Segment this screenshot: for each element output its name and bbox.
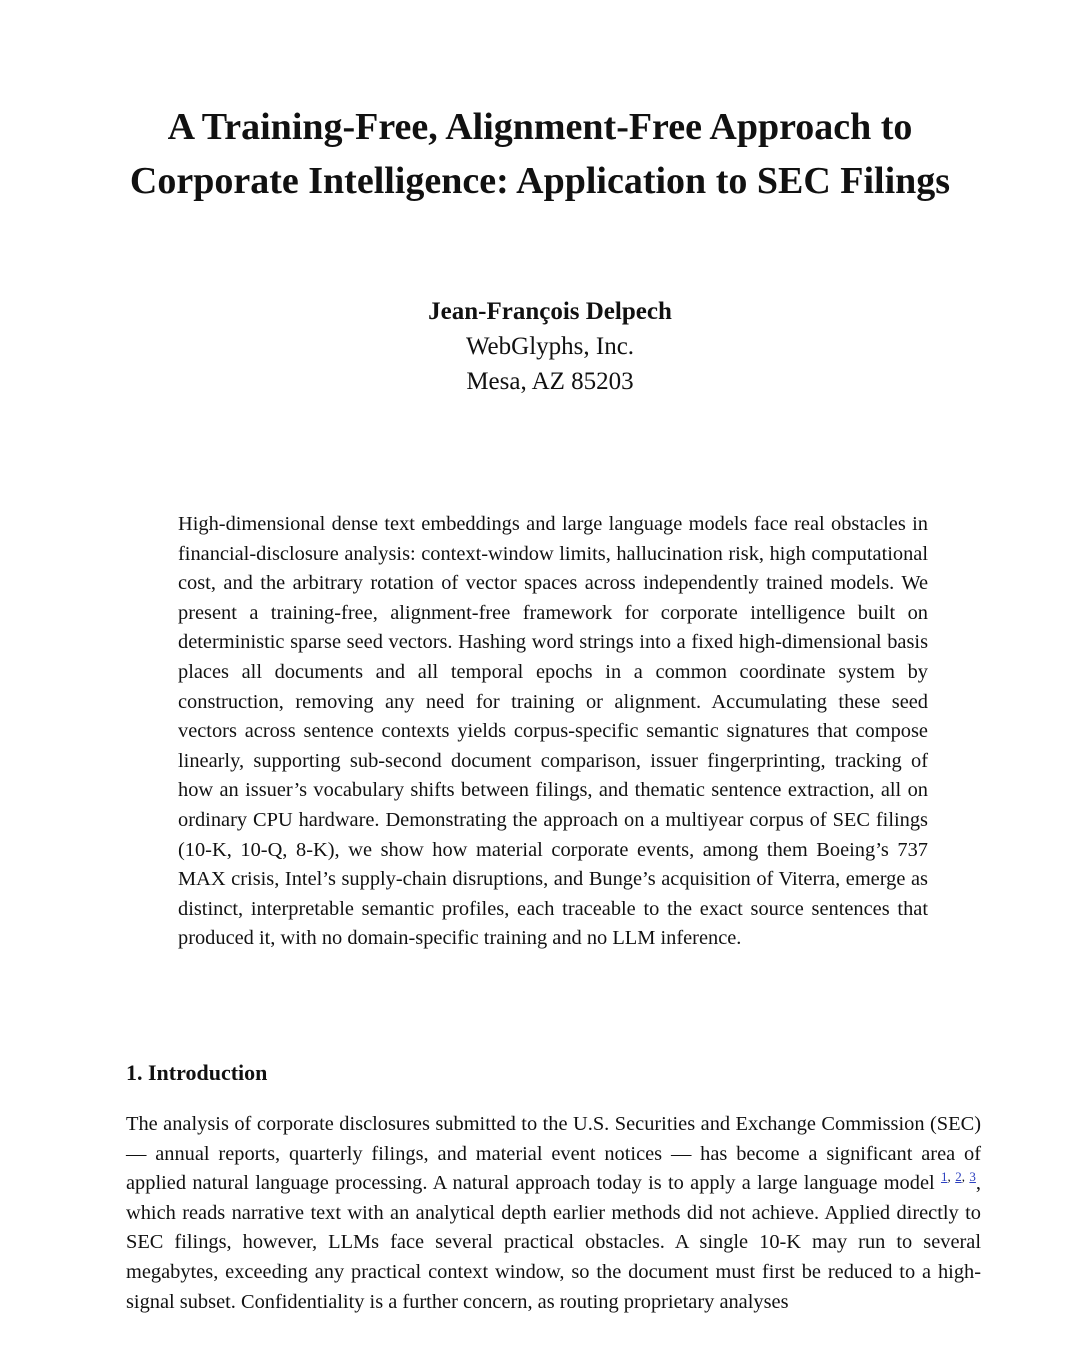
citation-link-2[interactable]: 2 [955, 1169, 962, 1185]
citation-link-3[interactable]: 3 [969, 1169, 976, 1185]
author-location: Mesa, AZ 85203 [466, 368, 634, 395]
intro-text-before-refs: The analysis of corporate disclosures submitted to the U.S. Securities and Exchange Commission (SEC) — annual reports, quarterly filings, and material event notices — has become a significant area of applied natural language processing. A natural approach today is to apply a large language model [126, 1113, 981, 1195]
paper-title-line-1: A Training-Free, Alignment-Free Approach to [167, 106, 913, 148]
author-block [200, 294, 900, 399]
author-name: Jean-François Delpech [428, 298, 672, 325]
introduction-paragraph [126, 1110, 981, 1317]
intro-text-after-refs: , which reads narrative text with an analytical depth earlier methods did not achieve. Applied directly to SEC filings, however, LLMs face several practical obstacles. A single 10-K may run to several megabytes, exceeding any practical context window, so the document must first be reduced to a high-signal subset. Confidentiality is a further concern, as routing proprietary analyses [126, 1172, 982, 1313]
paper-title-line-2: Corporate Intelligence: Application to SEC Filings [129, 160, 951, 202]
author-affiliation: WebGlyphs, Inc. [465, 333, 635, 360]
citation-link-1[interactable]: 1 [940, 1169, 948, 1185]
citation-refs: 1, 2, 3 [940, 1169, 976, 1185]
abstract: High-dimensional dense text embeddings and large language models face real obstacles in financial-disclosure analysis: context-window limits, hallucination risk, high computational cost, and the arbitrary rotation of vector spaces across independently trained models. We present a training-free, alignment-free framework for corporate intelligence built on deterministic sparse seed vectors. Hashing word strings into a fixed high-dimensional basis places all documents and all temporal epochs in a common coordinate system by construction, removing any need for training or alignment. Accumulating these seed vectors across sentence contexts yields corpus-specific semantic signatures that compose linearly, supporting sub-second document comparison, issuer fingerprinting, tracking of how an issuer’s vocabulary shifts between filings, and thematic sentence extraction, all on ordinary CPU hardware. Demonstrating the approach on a multiyear corpus of SEC filings (10-K, 10-Q, 8-K), we show how material corporate events, among them Boeing’s 737 MAX crisis, Intel’s supply-chain disruptions, and Bunge’s acquisition of Viterra, emerge as distinct, interpretable semantic profiles, each traceable to the exact source sentences that produced it, with no domain-specific training and no LLM inference. [178, 513, 928, 950]
section-heading-introduction: 1. Introduction [126, 1060, 268, 1085]
paper-title [100, 100, 980, 208]
